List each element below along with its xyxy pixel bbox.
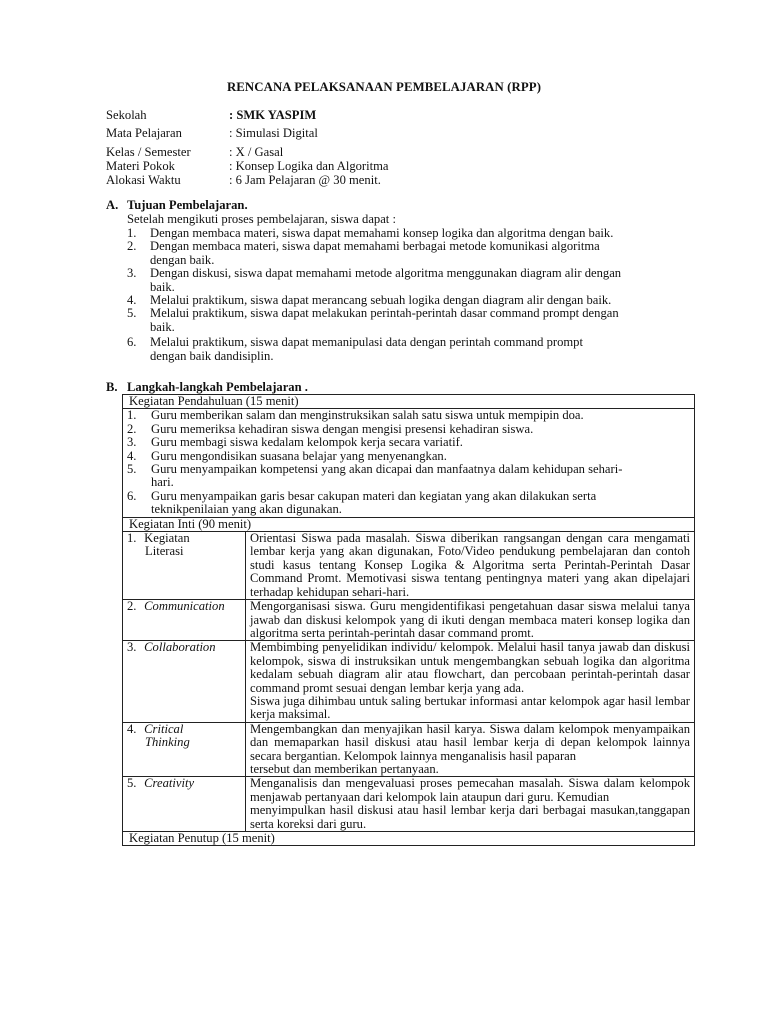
description-text: menyimpulkan hasil diskusi atau hasil lembar kerja dari berbagai masukan,tanggapan serta koreksi dari guru. <box>250 803 690 831</box>
list-item <box>127 409 690 422</box>
item-number: 2. <box>127 421 137 436</box>
item-number: 6. <box>127 488 137 503</box>
document-title: RENCANA PELAKSANAAN PEMBELAJARAN (RPP) <box>226 80 542 94</box>
description-text: Mengorganisasi siswa. Guru mengidentifikasi pengetahuan dasar siswa melalui tanya jawab dan diskusi kelompok yang di ikuti dengan membaca materi konsep logika dan algoritma serta perintah-perintah dasar command promt. <box>250 599 690 640</box>
item-text: teknikpenilaian yang akan digunakan. <box>151 502 342 517</box>
item-text: baik. <box>150 319 175 334</box>
item-text: Melalui praktikum, siswa dapat memanipulasi data dengan perintah command prompt <box>150 335 583 350</box>
item-text: Guru membagi siswa kedalam kelompok kerja secara variatif. <box>151 435 463 450</box>
identity-value: : Simulasi Digital <box>229 126 318 140</box>
activity-number: 2. <box>127 599 137 614</box>
item-number: 1. <box>127 226 137 240</box>
list-item <box>127 490 690 517</box>
list-item <box>127 436 690 449</box>
item-text: hari. <box>151 475 174 490</box>
identity-value: : Konsep Logika dan Algoritma <box>229 159 389 173</box>
list-item <box>127 240 687 267</box>
item-text: Guru menyampaikan garis besar cakupan materi dan kegiatan yang akan dilakukan serta <box>151 488 597 503</box>
table-row <box>123 722 695 777</box>
list-item <box>127 463 690 490</box>
activity-name: Critical <box>144 721 184 736</box>
activity-description <box>246 641 695 722</box>
identity-label: Mata Pelajaran <box>106 126 182 140</box>
item-text: Dengan membaca materi, siswa dapat memahami konsep logika dan algoritma dengan baik. <box>150 226 614 240</box>
list-item <box>127 450 690 463</box>
objectives-list <box>127 227 687 363</box>
list-item <box>127 336 687 363</box>
activity-label <box>123 641 246 722</box>
item-number: 4. <box>127 293 137 308</box>
identity-label: Alokasi Waktu <box>106 173 181 187</box>
activity-number: 5. <box>127 776 137 791</box>
table-row <box>123 409 695 517</box>
table-row <box>123 532 695 600</box>
activity-name: Kegiatan <box>144 531 190 546</box>
activity-description <box>246 777 695 832</box>
description-text: Menganalisis dan mengevaluasi proses pemecahan masalah. Siswa dalam kelompok menjawab pertanyaan dari kelompok lain ataupun dari guru. Kemudian <box>250 776 690 804</box>
identity-value: : 6 Jam Pelajaran @ 30 menit. <box>229 173 381 187</box>
item-text: Guru menyampaikan kompetensi yang akan dicapai dan manfaatnya dalam kehidupan sehari- <box>151 462 623 477</box>
description-text: Siswa juga dihimbau untuk saling bertukar informasi antar kelompok agar hasil lembar kerja maksimal. <box>250 693 690 722</box>
item-text: Dengan diskusi, siswa dapat memahami metode algoritma menggunakan diagram alir dengan <box>150 266 622 281</box>
activity-name: Thinking <box>145 735 190 750</box>
item-text: Dengan membaca materi, siswa dapat memahami berbagai metode komunikasi algoritma <box>150 239 600 254</box>
activity-name: Collaboration <box>144 640 216 655</box>
activity-description <box>246 722 695 777</box>
item-number: 2. <box>127 239 137 254</box>
description-text: tersebut dan memberikan pertanyaan. <box>250 761 439 776</box>
item-number: 1. <box>127 408 137 423</box>
identity-label: Materi Pokok <box>106 159 175 173</box>
identity-value: : SMK YASPIM <box>229 108 317 122</box>
table-row <box>123 600 695 641</box>
activity-name: Creativity <box>144 776 195 791</box>
identity-value: : X / Gasal <box>229 145 284 159</box>
activity-name: Literasi <box>145 544 184 559</box>
item-text: Guru memeriksa kehadiran siswa dengan mengisi presensi kehadiran siswa. <box>151 421 534 436</box>
activity-label <box>123 532 246 600</box>
activity-number: 4. <box>127 721 137 736</box>
description-text: Mengembangkan dan menyajikan hasil karya. Siswa dalam kelompok menyampaikan dan memaparkan hasil diskusi atau hasil lembar kerja di depan kelompok lainnya secara bergantian. Kelompok lainnya menganalisis hasil paparan <box>250 721 690 763</box>
activity-label <box>123 722 246 777</box>
item-number: 4. <box>127 448 137 463</box>
table-row <box>123 395 695 409</box>
item-text: dengan baik dandisiplin. <box>150 348 274 363</box>
item-text: dengan baik. <box>150 252 215 267</box>
table-row <box>123 641 695 722</box>
identity-label: Sekolah <box>106 108 147 122</box>
list-item <box>127 227 687 240</box>
item-text: baik. <box>150 279 175 294</box>
table-row <box>123 777 695 832</box>
activity-number: 3. <box>127 640 137 655</box>
section-a-intro: Setelah mengikuti proses pembelajaran, siswa dapat : <box>127 212 396 226</box>
activity-label <box>123 777 246 832</box>
section-letter: A. <box>106 198 119 212</box>
item-number: 3. <box>127 435 137 450</box>
section-title: Langkah-langkah Pembelajaran . <box>127 380 308 394</box>
description-text: Membimbing penyelidikan individu/ kelompok. Melalui hasil tanya jawab dan diskusi kelompok, siswa di instruksikan untuk mengembangkan sebuah logika dan algoritma kedalam sebuah diagram alir atau flowchart, dan percobaan perintah-perintah dasar command promt sesuai dengan lembar kerja yang ada. <box>250 640 690 695</box>
activity-name: Communication <box>144 599 225 614</box>
activity-description <box>246 532 695 600</box>
list-item <box>127 294 687 307</box>
section-letter: B. <box>106 380 118 394</box>
item-text: Melalui praktikum, siswa dapat merancang sebuah logika dengan diagram alir dengan baik. <box>150 293 612 308</box>
activity-label <box>123 600 246 641</box>
pendahuluan-header: Kegiatan Pendahuluan (15 menit) <box>123 395 695 409</box>
inti-header: Kegiatan Inti (90 menit) <box>123 517 695 531</box>
item-text: Melalui praktikum, siswa dapat melakukan perintah-perintah dasar command prompt dengan <box>150 306 619 321</box>
item-number: 5. <box>127 306 137 321</box>
activity-number: 1. <box>127 531 137 546</box>
penutup-header: Kegiatan Penutup (15 menit) <box>123 832 695 846</box>
item-number: 6. <box>127 335 137 350</box>
learning-steps-table <box>122 394 695 846</box>
item-text: Guru mengondisikan suasana belajar yang menyenangkan. <box>151 448 447 463</box>
table-row <box>123 832 695 846</box>
identity-label: Kelas / Semester <box>106 145 191 159</box>
item-number: 5. <box>127 462 137 477</box>
description-text: Orientasi Siswa pada masalah. Siswa diberikan rangsangan dengan cara mengamati lembar kerja yang akan digunakan, Foto/Video pendukung pembelajaran dan contoh studi kasus tentang Konsep Logika & Algoritma serta Perintah-Perintah Dasar Command Promt. Memotivasi siswa tentang pentingnya materi yang akan dipelajari terhadap kehidupan sehari-hari. <box>250 531 690 599</box>
table-row <box>123 517 695 531</box>
list-item <box>127 267 687 294</box>
section-title: Tujuan Pembelajaran. <box>127 198 248 212</box>
item-text: Guru memberikan salam dan menginstruksikan salah satu siswa untuk mempipin doa. <box>151 408 584 423</box>
activity-description <box>246 600 695 641</box>
pendahuluan-list-cell <box>123 409 695 517</box>
list-item <box>127 423 690 436</box>
pendahuluan-list <box>127 409 690 516</box>
item-number: 3. <box>127 266 137 281</box>
list-item <box>127 307 687 334</box>
